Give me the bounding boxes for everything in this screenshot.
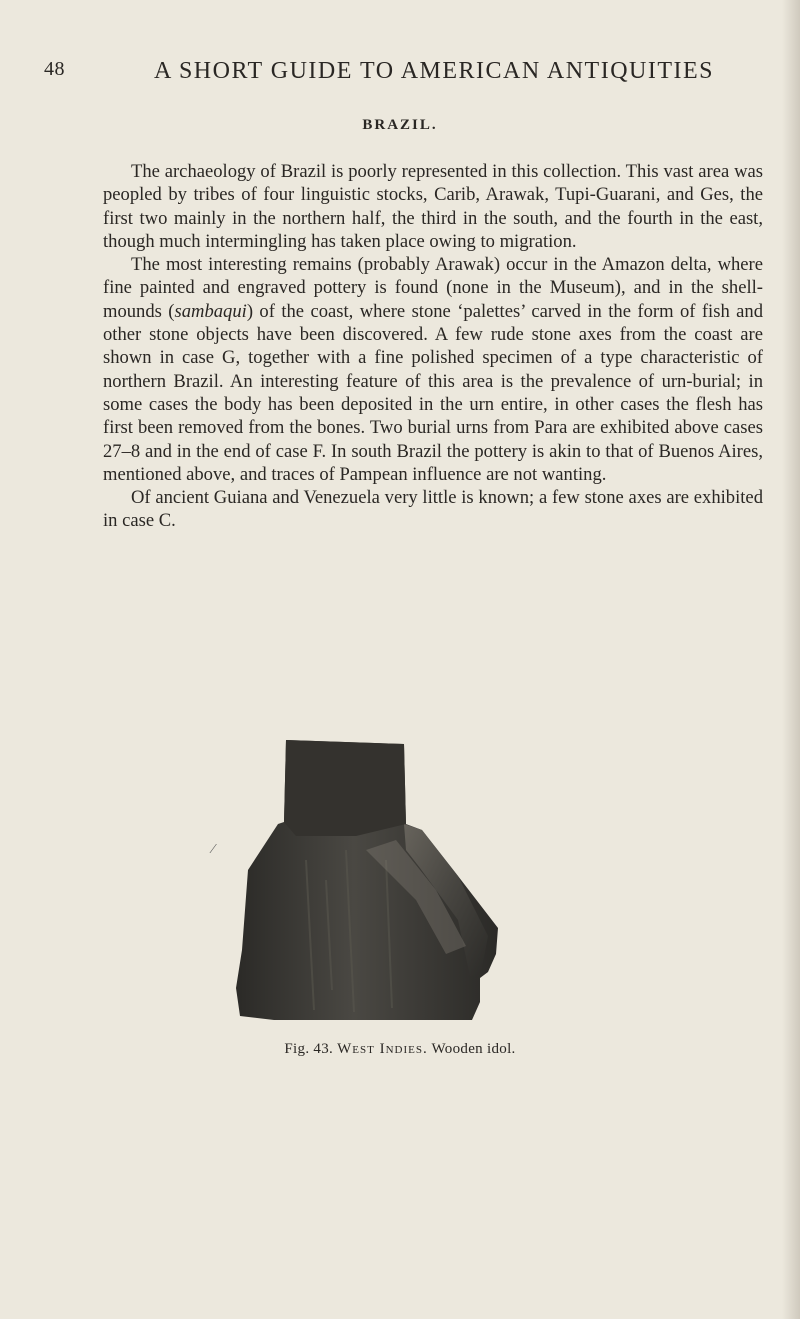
paragraph-2-part-b: ) of the coast, where stone ‘palettes’ carved in the form of fish and other stone objects have been discovered. A few rude stone axes from the coast are shown in case G, together with a fine polished specimen of a type characteristic of northern Brazil. An interesting feature of this area is the prevalence of urn-burial; in some cases the body has been deposited in the urn entire, in other cases the flesh has first been removed from the bones. Two burial urns from Para are exhibited above cases 27–8 and in the end of case F. In south Brazil the pottery is akin to that of Buenos Aires, mentioned above, and traces of Pampean influence are not wanting. bbox=[103, 300, 763, 485]
stray-mark: ⁄ bbox=[212, 842, 215, 857]
page-edge-shadow bbox=[782, 0, 800, 1319]
caption-region: West Indies. bbox=[337, 1041, 428, 1057]
running-title: A SHORT GUIDE TO AMERICAN ANTIQUITIES bbox=[153, 58, 715, 84]
caption-description: Wooden idol. bbox=[431, 1041, 516, 1057]
paragraph-2-italic-term: sambaqui bbox=[174, 300, 247, 322]
section-heading: BRAZIL. bbox=[362, 117, 438, 133]
figure-caption bbox=[0, 1041, 800, 1058]
paragraph-2-part-a: The most interesting remains (probably Arawak) occur in the Amazon delta, where fine painted and engraved pottery is found (none in the Museum), and in the shell-mounds ( bbox=[103, 254, 763, 322]
paragraph-2 bbox=[103, 253, 763, 486]
paragraph-1: The archaeology of Brazil is poorly represented in this collection. This vast area was peopled by tribes of four linguistic stocks, Carib, Arawak, Tupi-Guarani, and Ges, the first two mainly in the northern half, the third in the south, and the fourth in the east, though much intermingling has taken place owing to migration. bbox=[103, 161, 763, 252]
paragraph-3: Of ancient Guiana and Venezuela very little is known; a few stone axes are exhibited in case C. bbox=[103, 487, 763, 532]
caption-figure-label: Fig. 43. bbox=[284, 1041, 334, 1057]
figure-wooden-idol bbox=[236, 740, 498, 1020]
body-text bbox=[103, 160, 763, 533]
idol-top-block bbox=[284, 740, 406, 836]
page-number: 48 bbox=[44, 58, 65, 80]
page-header bbox=[44, 58, 764, 92]
